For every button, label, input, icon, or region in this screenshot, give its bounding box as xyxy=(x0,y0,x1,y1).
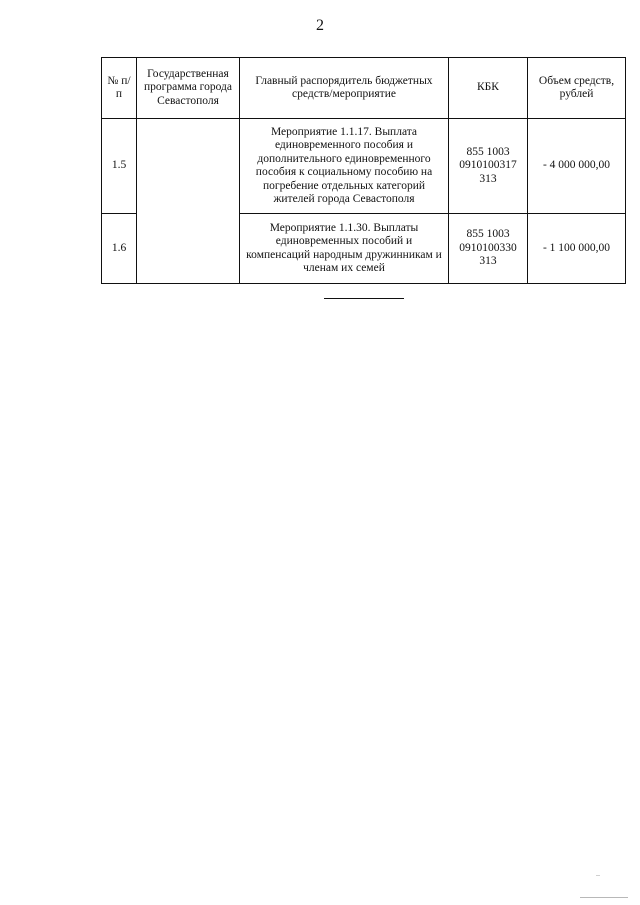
header-row xyxy=(102,58,626,119)
header-main: Главный распорядитель бюджетных средств/мероприятие xyxy=(240,58,449,119)
row-kbk xyxy=(449,214,528,284)
kbk-line: 313 xyxy=(479,172,497,185)
row-program xyxy=(137,119,240,284)
end-divider-line xyxy=(324,298,404,299)
row-amount: - 1 100 000,00 xyxy=(528,214,626,284)
row-amount: - 4 000 000,00 xyxy=(528,119,626,214)
kbk-line: 855 1003 xyxy=(466,145,510,158)
header-program: Государственная программа города Севастополя xyxy=(137,58,240,119)
row-num: 1.5 xyxy=(102,119,137,214)
kbk-line: 0910100330 xyxy=(459,241,517,254)
kbk-line: 313 xyxy=(479,255,497,268)
row-kbk xyxy=(449,119,528,214)
header-amount: Объем средств, рублей xyxy=(528,58,626,119)
row-main: Мероприятие 1.1.30. Выплаты единовременных пособий и компенсаций народным дружинникам и членам их семей xyxy=(240,214,449,284)
budget-table xyxy=(101,57,626,284)
table-header xyxy=(102,58,626,119)
scan-artifact-line xyxy=(580,897,628,898)
header-num: № п/п xyxy=(102,58,137,119)
row-num: 1.6 xyxy=(102,214,137,284)
kbk-line: 0910100317 xyxy=(459,159,517,172)
page-number: 2 xyxy=(316,17,324,34)
header-kbk: КБК xyxy=(449,58,528,119)
table-row xyxy=(102,119,626,214)
scan-artifact-dot xyxy=(596,875,600,876)
kbk-line: 855 1003 xyxy=(466,228,510,241)
row-main: Мероприятие 1.1.17. Выплата единовременного пособия и дополнительного единовременного пособия к социальному пособию на погребение отдельных категорий жителей города Севастополя xyxy=(240,119,449,214)
table-body xyxy=(102,119,626,284)
